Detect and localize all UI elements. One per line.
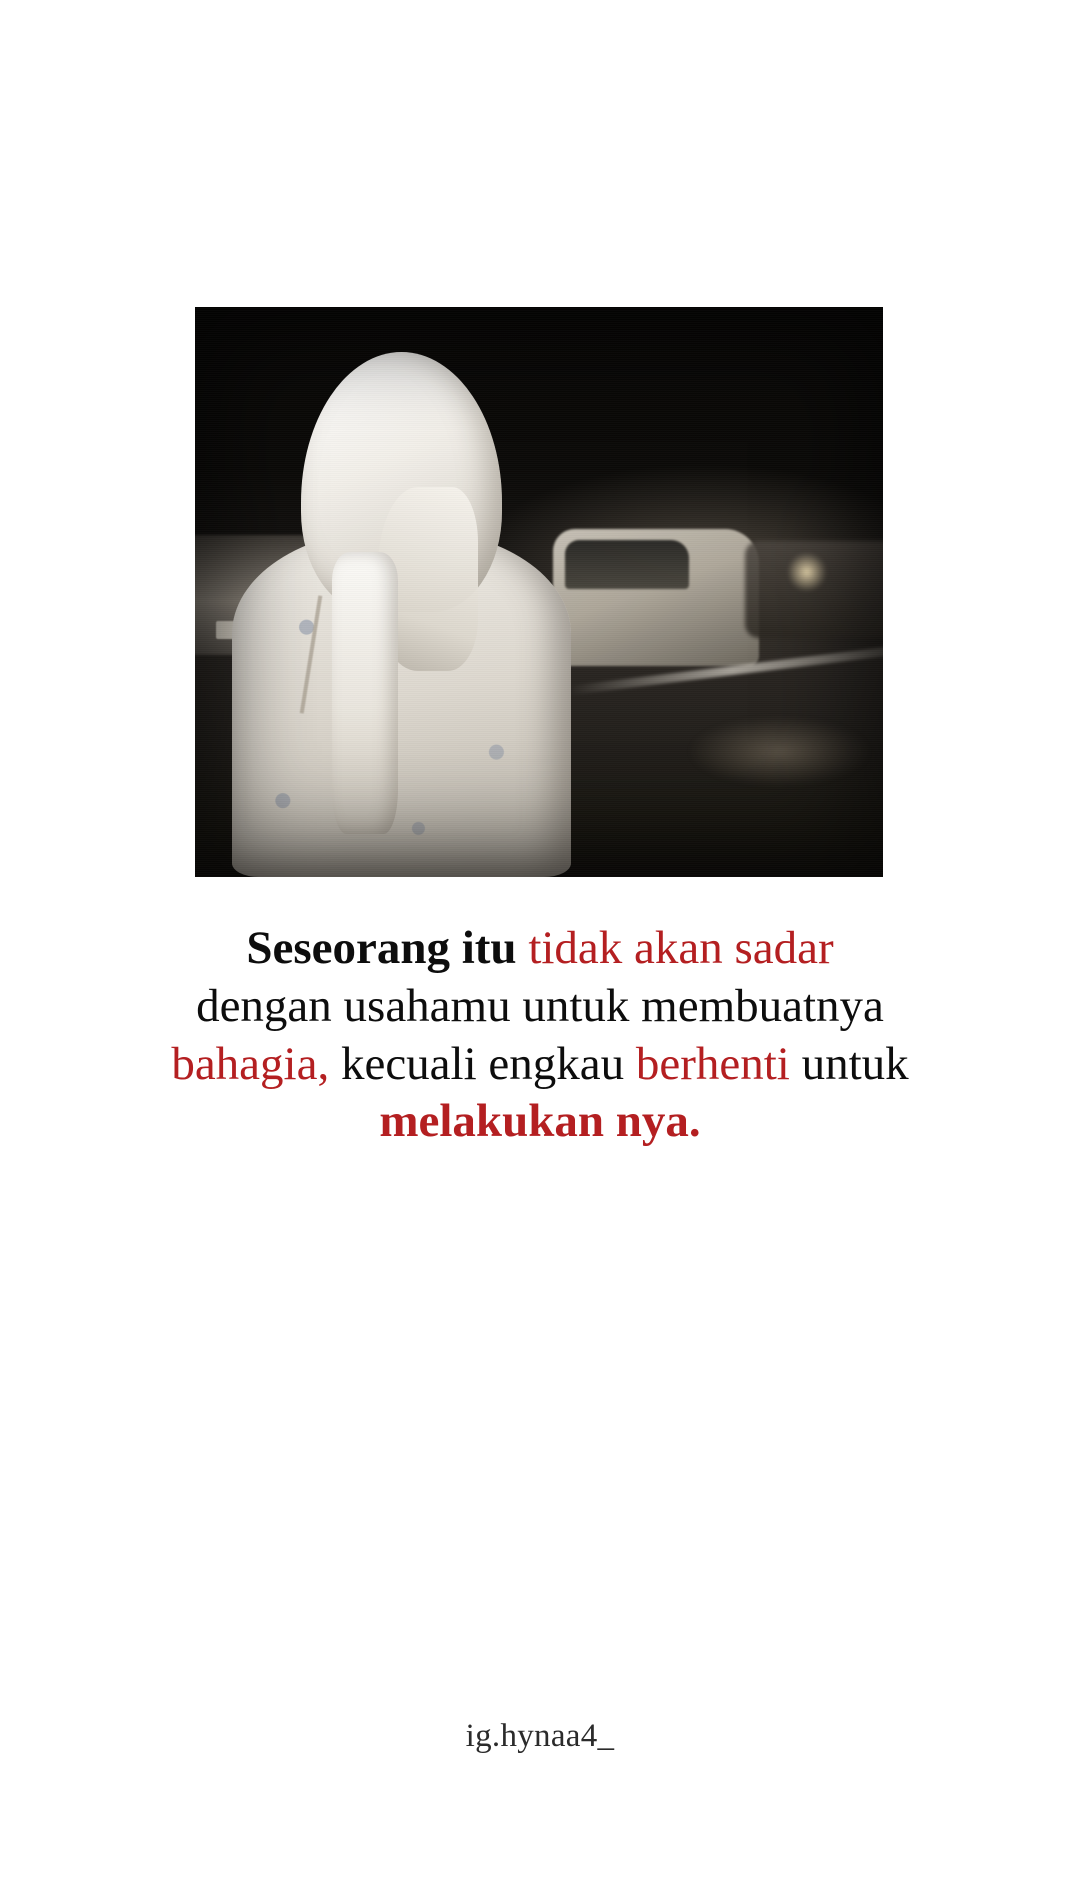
quote-line	[100, 920, 980, 978]
credit-handle: ig.hynaa4_	[465, 1718, 615, 1754]
quote-run: dengan usahamu untuk membuatnya	[196, 979, 884, 1032]
quote-line	[100, 1093, 980, 1151]
ground-patch	[690, 717, 869, 785]
quote-run: berhenti	[635, 1037, 790, 1090]
photo	[195, 307, 883, 877]
quote-run: Seseorang itu	[246, 922, 529, 974]
quote-run: melakukan nya.	[379, 1095, 701, 1148]
quote-run: untuk	[789, 1037, 909, 1090]
street-light-glow	[787, 552, 827, 592]
quote-line	[100, 978, 980, 1036]
quote-run: tidak akan sadar	[528, 922, 834, 974]
quote-text	[100, 920, 980, 1151]
night-street-scene	[195, 307, 883, 877]
hijab-tail	[332, 552, 397, 834]
quote-run: bahagia,	[171, 1037, 330, 1090]
quote-line	[100, 1036, 980, 1094]
subject-person	[209, 336, 594, 878]
quote-run: kecuali engkau	[329, 1037, 636, 1090]
